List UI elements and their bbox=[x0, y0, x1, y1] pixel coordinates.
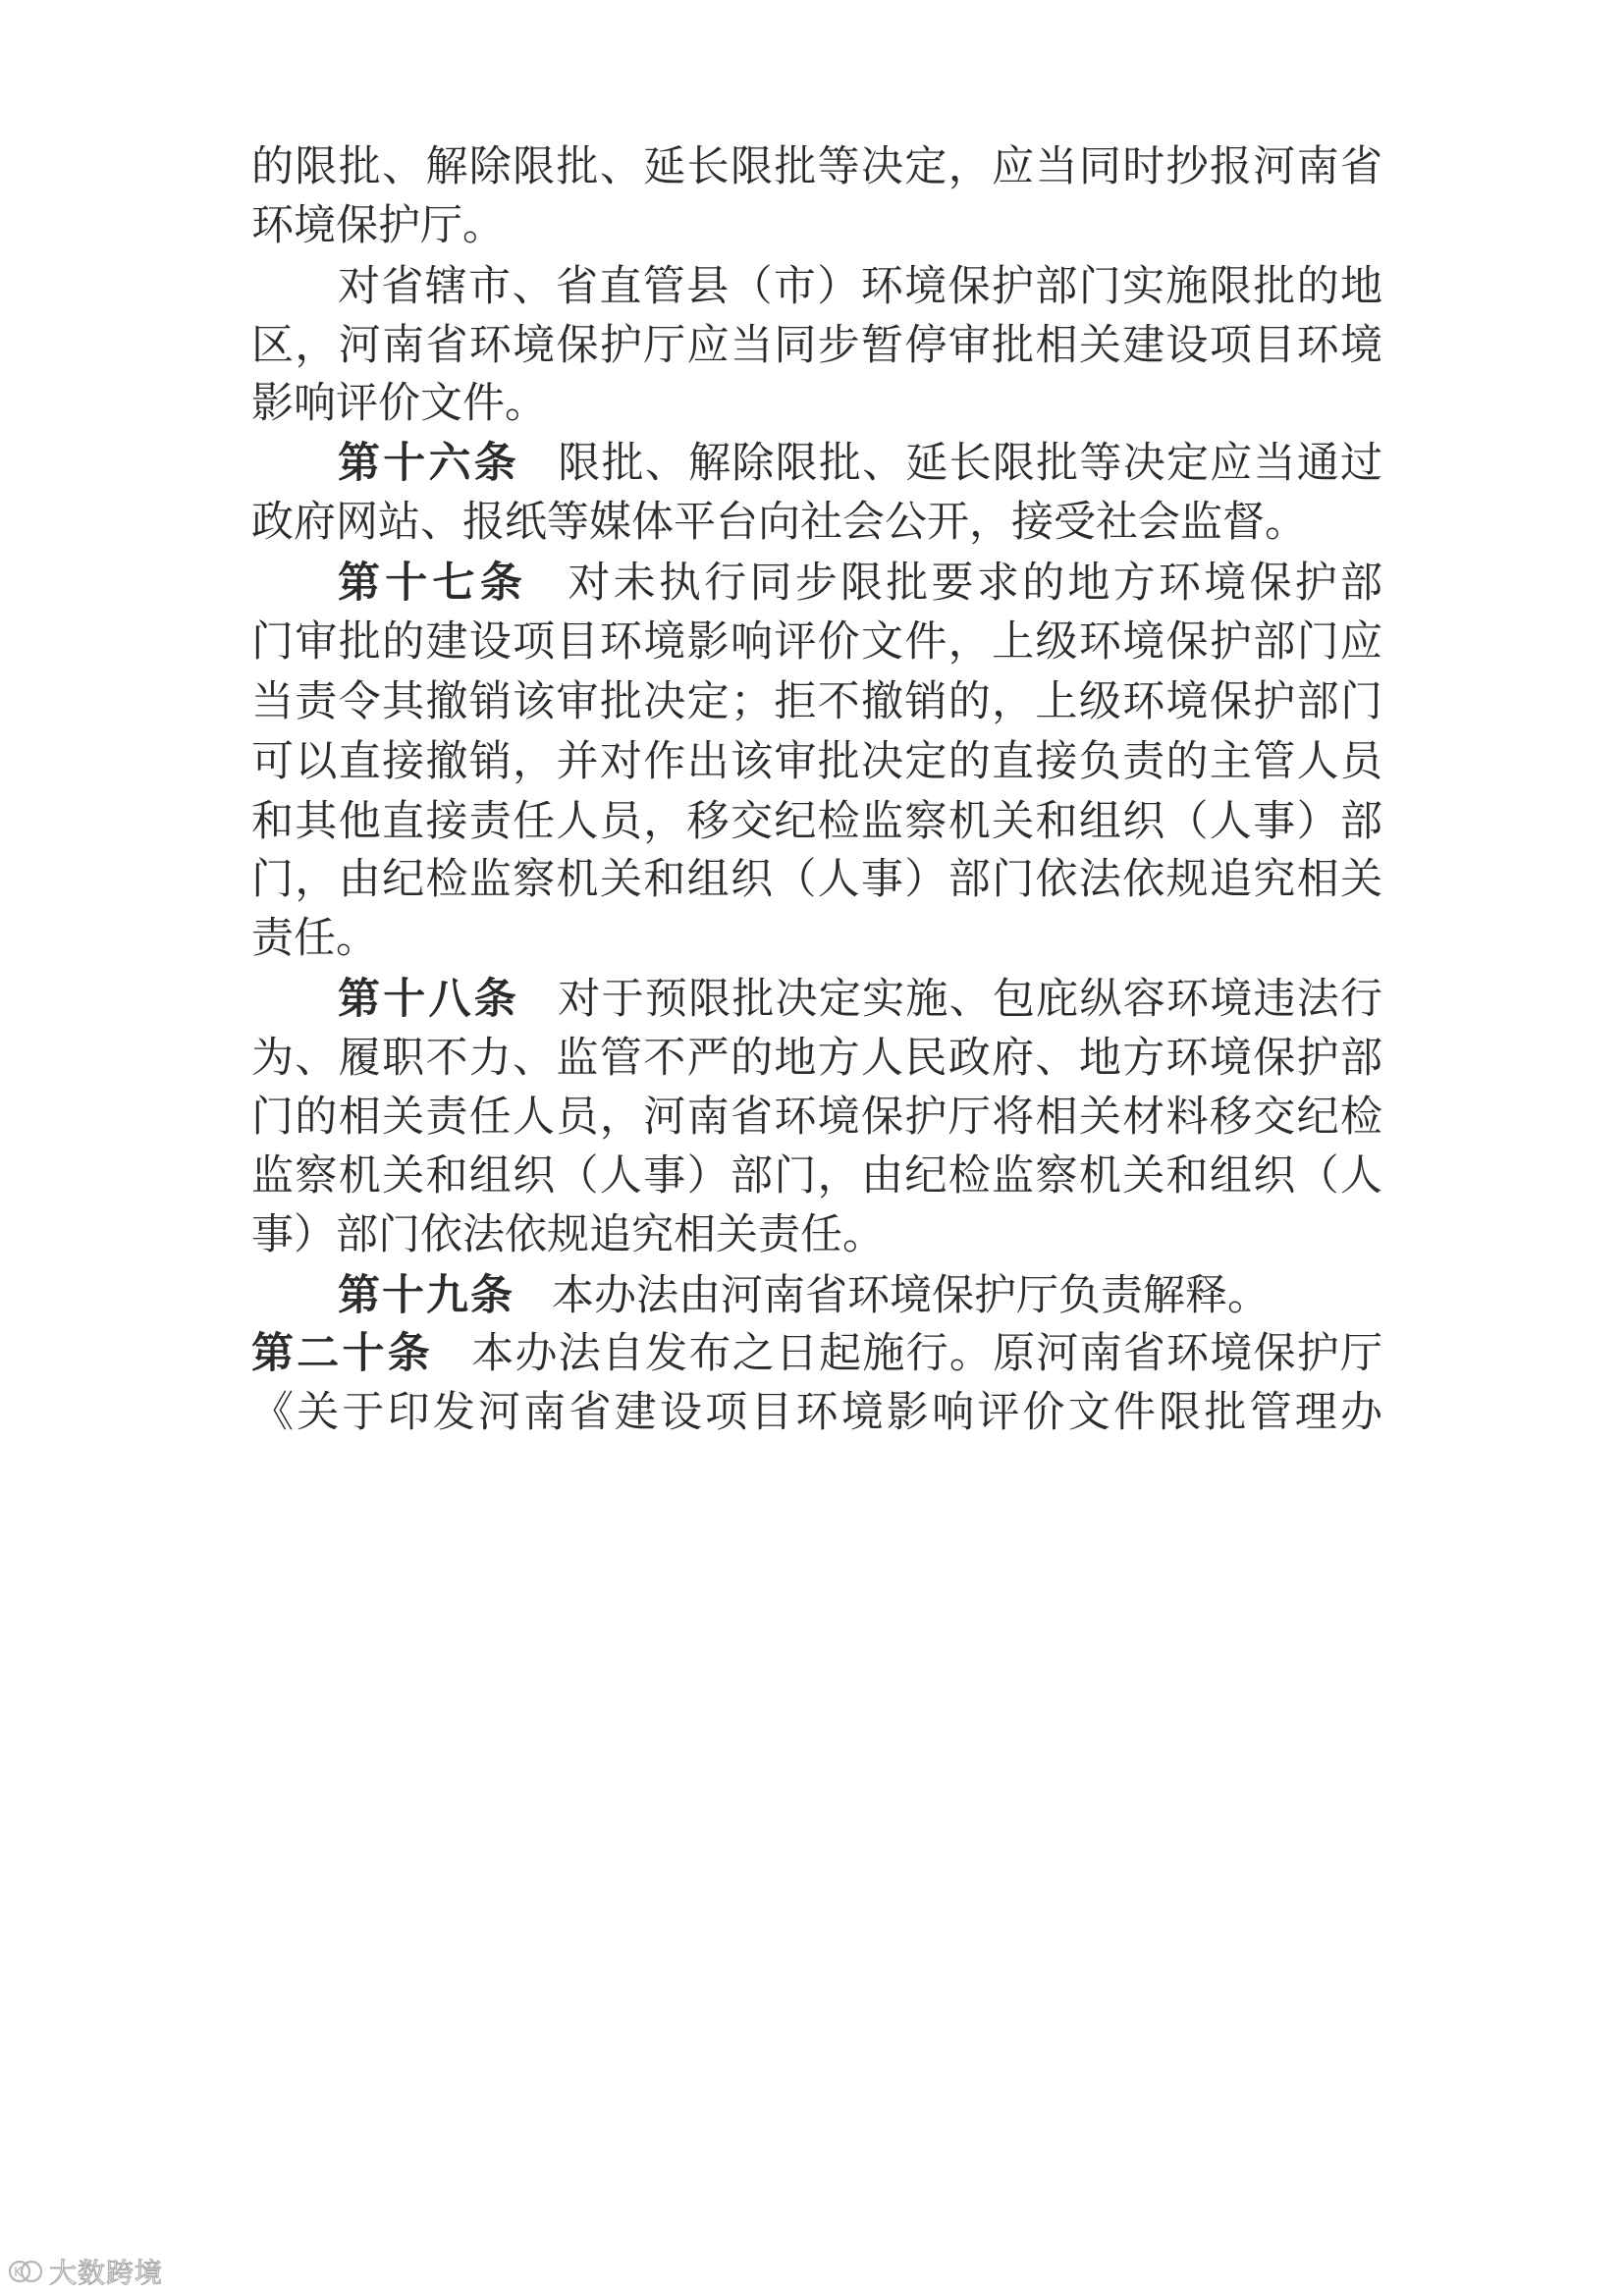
text-segment: 对于预限批决定实施、包庇纵容环境违法行 bbox=[557, 975, 1383, 1024]
text-line: 为、履职不力、监管不严的地方人民政府、地方环境保护部 bbox=[251, 1034, 1382, 1083]
text-line: 的限批、解除限批、延长限批等决定，应当同时抄报河南省 bbox=[251, 142, 1382, 191]
text-line: 当责令其撤销该审批决定；拒不撤销的，上级环境保护部门 bbox=[251, 677, 1382, 726]
article-16-line bbox=[338, 434, 1382, 493]
article-19-line bbox=[338, 1266, 1382, 1325]
text-line: 事）部门依法依规追究相关责任。 bbox=[251, 1210, 885, 1259]
article-18-heading: 第十八条 bbox=[338, 975, 520, 1024]
svg-text:K: K bbox=[14, 2266, 23, 2280]
watermark-text: 大数跨境 bbox=[49, 2257, 164, 2289]
text-line: 和其他直接责任人员，移交纪检监察机关和组织（人事）部 bbox=[251, 797, 1382, 846]
article-20-heading: 第二十条 bbox=[251, 1329, 433, 1378]
text-line: 门，由纪检监察机关和组织（人事）部门依法依规追究相关 bbox=[251, 855, 1382, 904]
text-line: 环境保护厅。 bbox=[251, 201, 505, 250]
text-segment: 本办法自发布之日起施行。原河南省环境保护厅 bbox=[469, 1329, 1383, 1378]
text-line: 影响评价文件。 bbox=[251, 379, 547, 428]
article-20-line bbox=[251, 1324, 1382, 1383]
brand-logo-icon bbox=[8, 2257, 43, 2286]
text-segment: 本办法由河南省环境保护厅负责解释。 bbox=[552, 1271, 1270, 1320]
text-segment: 限批、解除限批、延长限批等决定应当通过 bbox=[557, 439, 1383, 488]
article-18-line bbox=[338, 970, 1382, 1029]
text-line: 门的相关责任人员，河南省环境保护厅将相关材料移交纪检 bbox=[251, 1093, 1382, 1142]
text-line: 对省辖市、省直管县（市）环境保护部门实施限批的地 bbox=[338, 262, 1382, 311]
text-line: 区，河南省环境保护厅应当同步暂停审批相关建设项目环境 bbox=[251, 321, 1382, 370]
watermark bbox=[8, 2254, 163, 2289]
article-17-line bbox=[338, 554, 1382, 613]
text-line: 监察机关和组织（人事）部门，由纪检监察机关和组织（人 bbox=[251, 1151, 1382, 1201]
article-17-heading: 第十七条 bbox=[338, 559, 528, 608]
text-line: 政府网站、报纸等媒体平台向社会公开，接受社会监督。 bbox=[251, 498, 1307, 547]
text-line: 《关于印发河南省建设项目环境影响评价文件限批管理办 bbox=[251, 1388, 1382, 1437]
text-line: 可以直接撤销，并对作出该审批决定的直接负责的主管人员 bbox=[251, 737, 1382, 786]
text-line: 门审批的建设项目环境影响评价文件，上级环境保护部门应 bbox=[251, 617, 1382, 667]
text-segment: 对未执行同步限批要求的地方环境保护部 bbox=[565, 559, 1383, 608]
text-line: 责任。 bbox=[251, 914, 378, 963]
article-16-heading: 第十六条 bbox=[338, 439, 520, 488]
article-19-heading: 第十九条 bbox=[338, 1271, 514, 1320]
